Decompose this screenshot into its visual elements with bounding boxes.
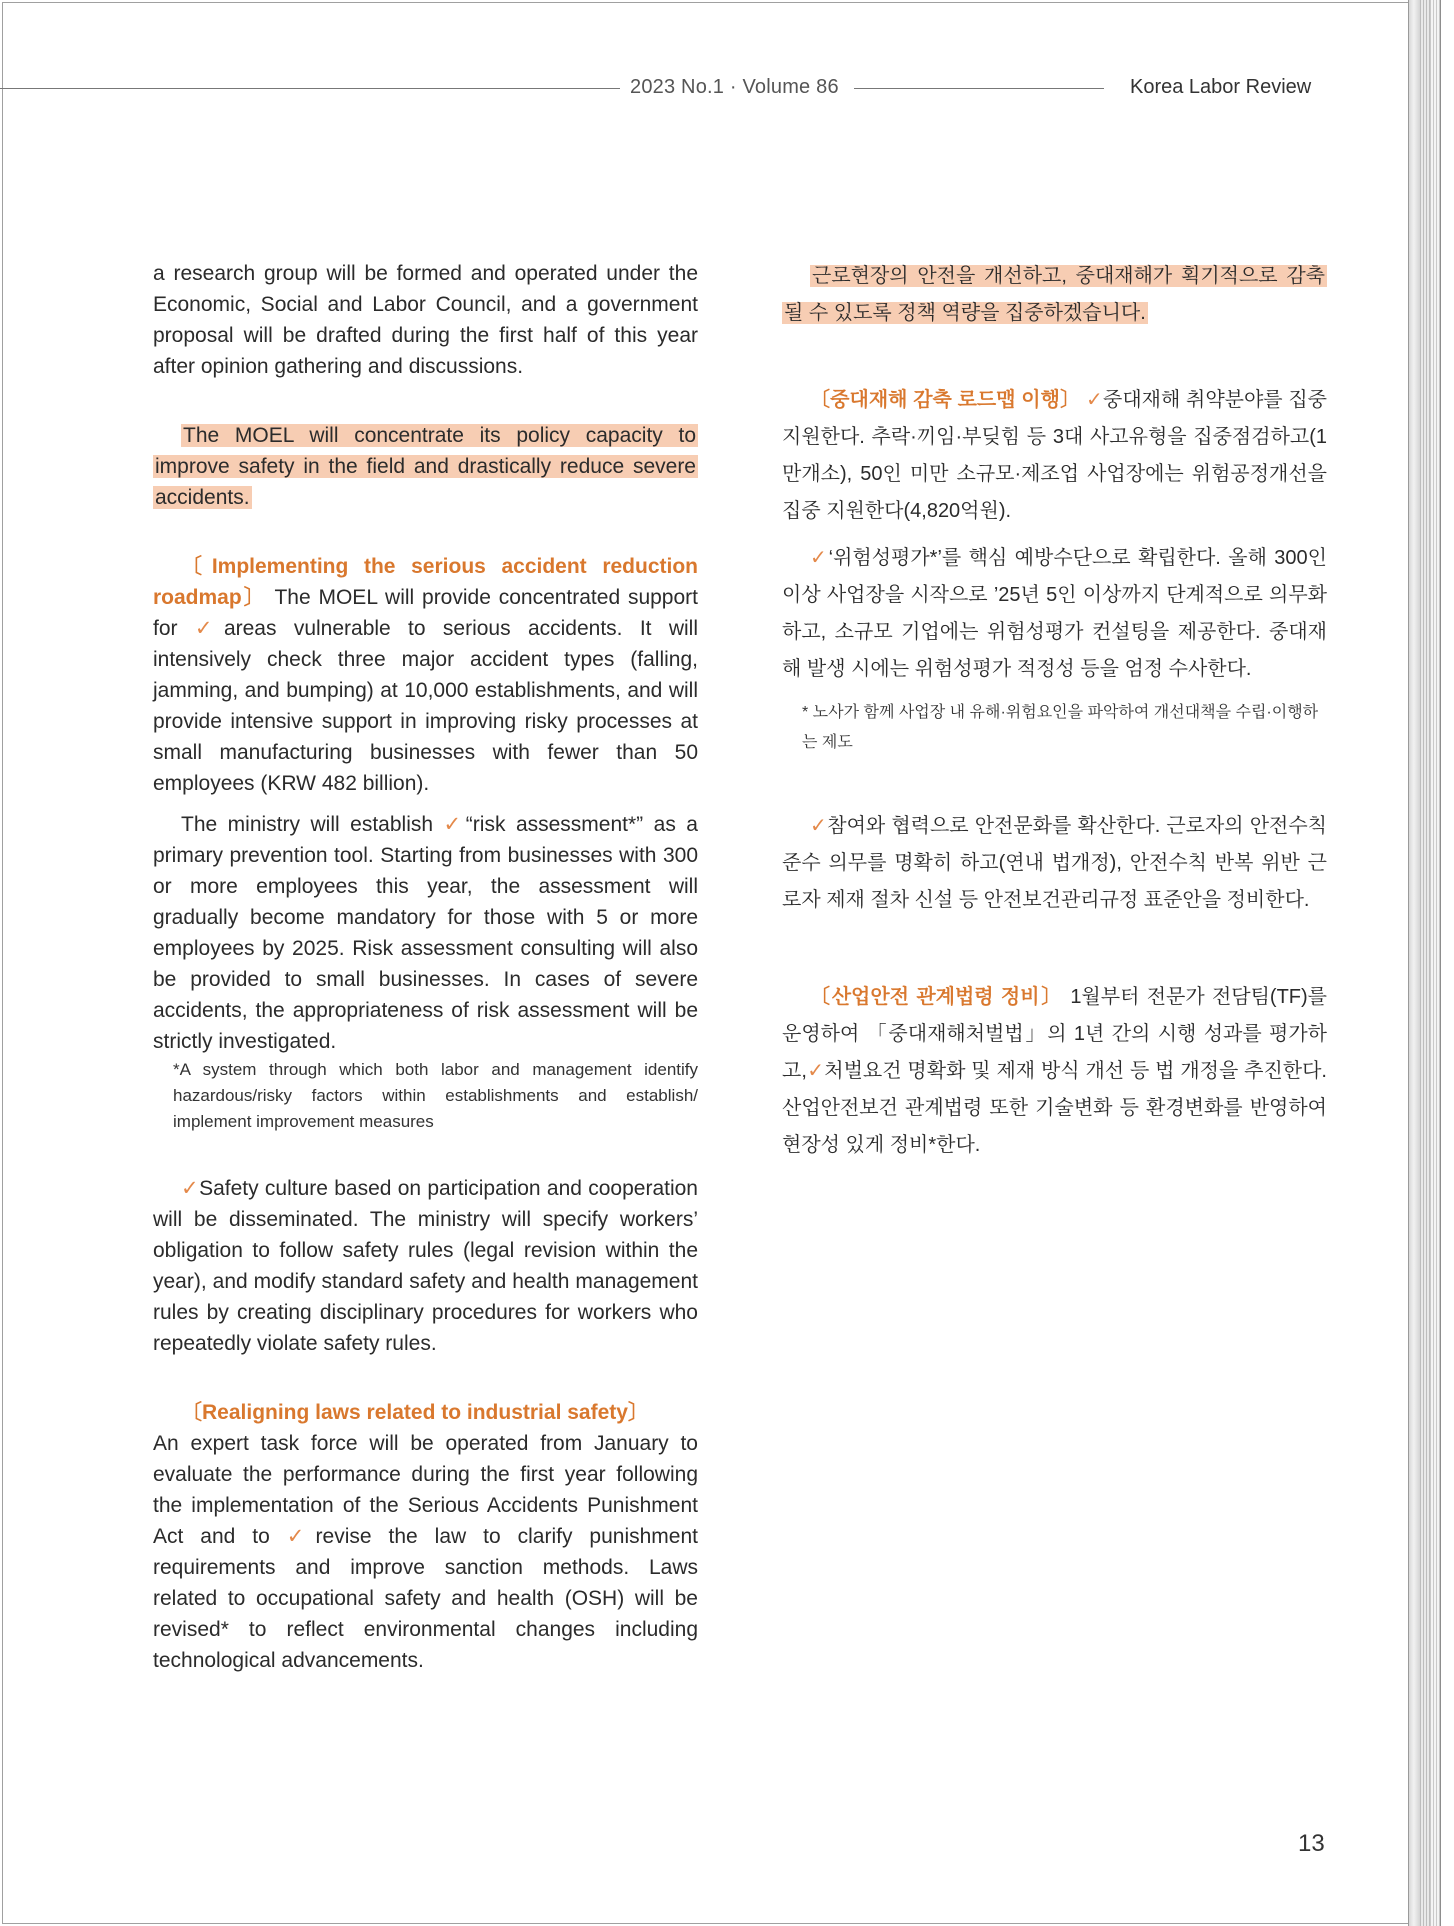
safety-culture-paragraph [153, 1173, 698, 1359]
section-heading-roadmap-ko: 〔중대재해 감축 로드맵 이행〕 [810, 389, 1081, 411]
korean-column [782, 258, 1327, 1164]
section-heading-laws: 〔Realigning laws related to industrial safety〕 [181, 1401, 649, 1424]
section-heading-laws-line [153, 1397, 698, 1428]
highlight-text: The MOEL will concentrate its policy capacity to improve safety in the field and drastically reduce severe accidents. [155, 424, 696, 509]
highlight-text-ko: 근로현장의 안전을 개선하고, 중대재해가 획기적으로 감축될 수 있도록 정책 역량을 집중하겠습니다. [784, 265, 1325, 324]
safety-culture-text-ko: 참여와 협력으로 안전문화를 확산한다. 근로자의 안전수칙 준수 의무를 명확히 하고(연내 법개정), 안전수칙 반복 위반 근로자 제재 절차 신설 등 안전보건관리규정 표준안을 정비한다. [782, 815, 1327, 911]
risk-text-a: The ministry will establish [181, 813, 444, 836]
issue-label: 2023 No.1 · Volume 86 [630, 76, 839, 98]
section-heading-laws-ko: 〔산업안전 관계법령 정비〕 [810, 986, 1064, 1008]
highlight-paragraph-ko [782, 258, 1327, 332]
check-icon: ✓ [443, 813, 466, 836]
check-icon: ✓ [810, 815, 828, 837]
page-edge-stack [1420, 0, 1430, 1926]
roadmap-paragraph-ko [782, 382, 1327, 530]
magazine-title: Korea Labor Review [1130, 76, 1312, 98]
laws-text-b: revise the law to clarify punishment requirements and improve sanction methods. Laws related to occupational safety and health (OSH) will be revised* to reflect environmental changes including technological advancements. [153, 1525, 698, 1672]
check-icon: ✓ [286, 1525, 316, 1548]
laws-text-ko-a: 1월부터 전문가 전담팀(TF)를 운영하여 「중대재해처벌법」의 1년 간의 시행 성과를 평가하고, [782, 986, 1327, 1082]
risk-assessment-paragraph-ko [782, 540, 1327, 688]
laws-text-ko-b: 처벌요건 명확화 및 제재 방식 개선 등 법 개정을 추진한다. 산업안전보건 관계법령 또한 기술변화 등 환경변화를 반영하여 현장성 있게 정비*한다. [782, 1060, 1327, 1156]
risk-text-ko: ‘위험성평가*’를 핵심 예방수단으로 확립한다. 올해 300인 이상 사업장을 시작으로 ’25년 5인 이상까지 단계적으로 의무화하고, 소규모 기업에는 위험성평가 컨설팅을 제공한다. 중대재해 발생 시에는 위험성평가 적정성 등을 엄정 수사한다. [782, 547, 1327, 680]
highlight-paragraph [153, 420, 698, 513]
check-icon: ✓ [1086, 389, 1103, 411]
section-heading-roadmap: 〔Implementing the serious accident reduction roadmap〕 [153, 555, 698, 609]
safety-culture-text: Safety culture based on participation and cooperation will be disseminated. The ministry will specify workers’ obligation to follow safety rules (legal revision within the year), and modify standard safety and health management rules by creating disciplinary procedures for workers who repeatedly violate safety rules. [153, 1177, 698, 1355]
safety-culture-paragraph-ko [782, 808, 1327, 919]
page-edge-outer [1430, 0, 1441, 1926]
check-icon: ✓ [810, 547, 829, 569]
risk-assessment-paragraph [153, 809, 698, 1057]
footnote: *A system through which both labor and management identify hazardous/risky factors within establishments and establish/ implement improvement measures [173, 1060, 698, 1131]
roadmap-text-a: The MOEL will provide concentrated support for [153, 586, 698, 640]
risk-text-b: “risk assessment*” as a primary prevention tool. Starting from businesses with 300 or more employees this year, the assessment will gradually become mandatory for those with 5 or more employees by 2025. Risk assessment consulting will also be provided to small businesses. In cases of severe accidents, the appropriateness of risk assessment will be strictly investigated. [153, 813, 698, 1053]
roadmap-text-b: areas vulnerable to serious accidents. It will intensively check three major accident types (falling, jamming, and bumping) at 10,000 establishments, and will provide intensive support in improving risky processes at small manufacturing businesses with fewer than 50 employees (KRW 482 billion). [153, 617, 698, 795]
intro-paragraph: a research group will be formed and operated under the Economic, Social and Labor Council, and a government proposal will be drafted during the first half of this year after opinion gathering and discussions. [153, 262, 698, 378]
laws-paragraph [153, 1428, 698, 1676]
english-column [153, 258, 698, 1676]
laws-paragraph-ko [782, 979, 1327, 1164]
page-number: 13 [1298, 1830, 1325, 1857]
header-rule-right [854, 88, 1104, 89]
roadmap-paragraph [153, 551, 698, 799]
roadmap-text-ko: 중대재해 취약분야를 집중지원한다. 추락·끼임·부딪힘 등 3대 사고유형을 집중점검하고(1만개소), 50인 미만 소규모·제조업 사업장에는 위험공정개선을 집중 지원한다(4,820억원). [782, 389, 1327, 522]
check-icon: ✓ [194, 617, 224, 640]
laws-text-a: An expert task force will be operated from January to evaluate the performance during the first year following the implementation of the Serious Accidents Punishment Act and to [153, 1432, 698, 1548]
footnote-ko: * 노사가 함께 사업장 내 유해·위험요인을 파악하여 개선대책을 수립·이행하는 제도 [802, 704, 1319, 751]
check-icon: ✓ [181, 1177, 200, 1200]
header-rule-left [0, 88, 620, 89]
check-icon: ✓ [806, 1060, 825, 1082]
